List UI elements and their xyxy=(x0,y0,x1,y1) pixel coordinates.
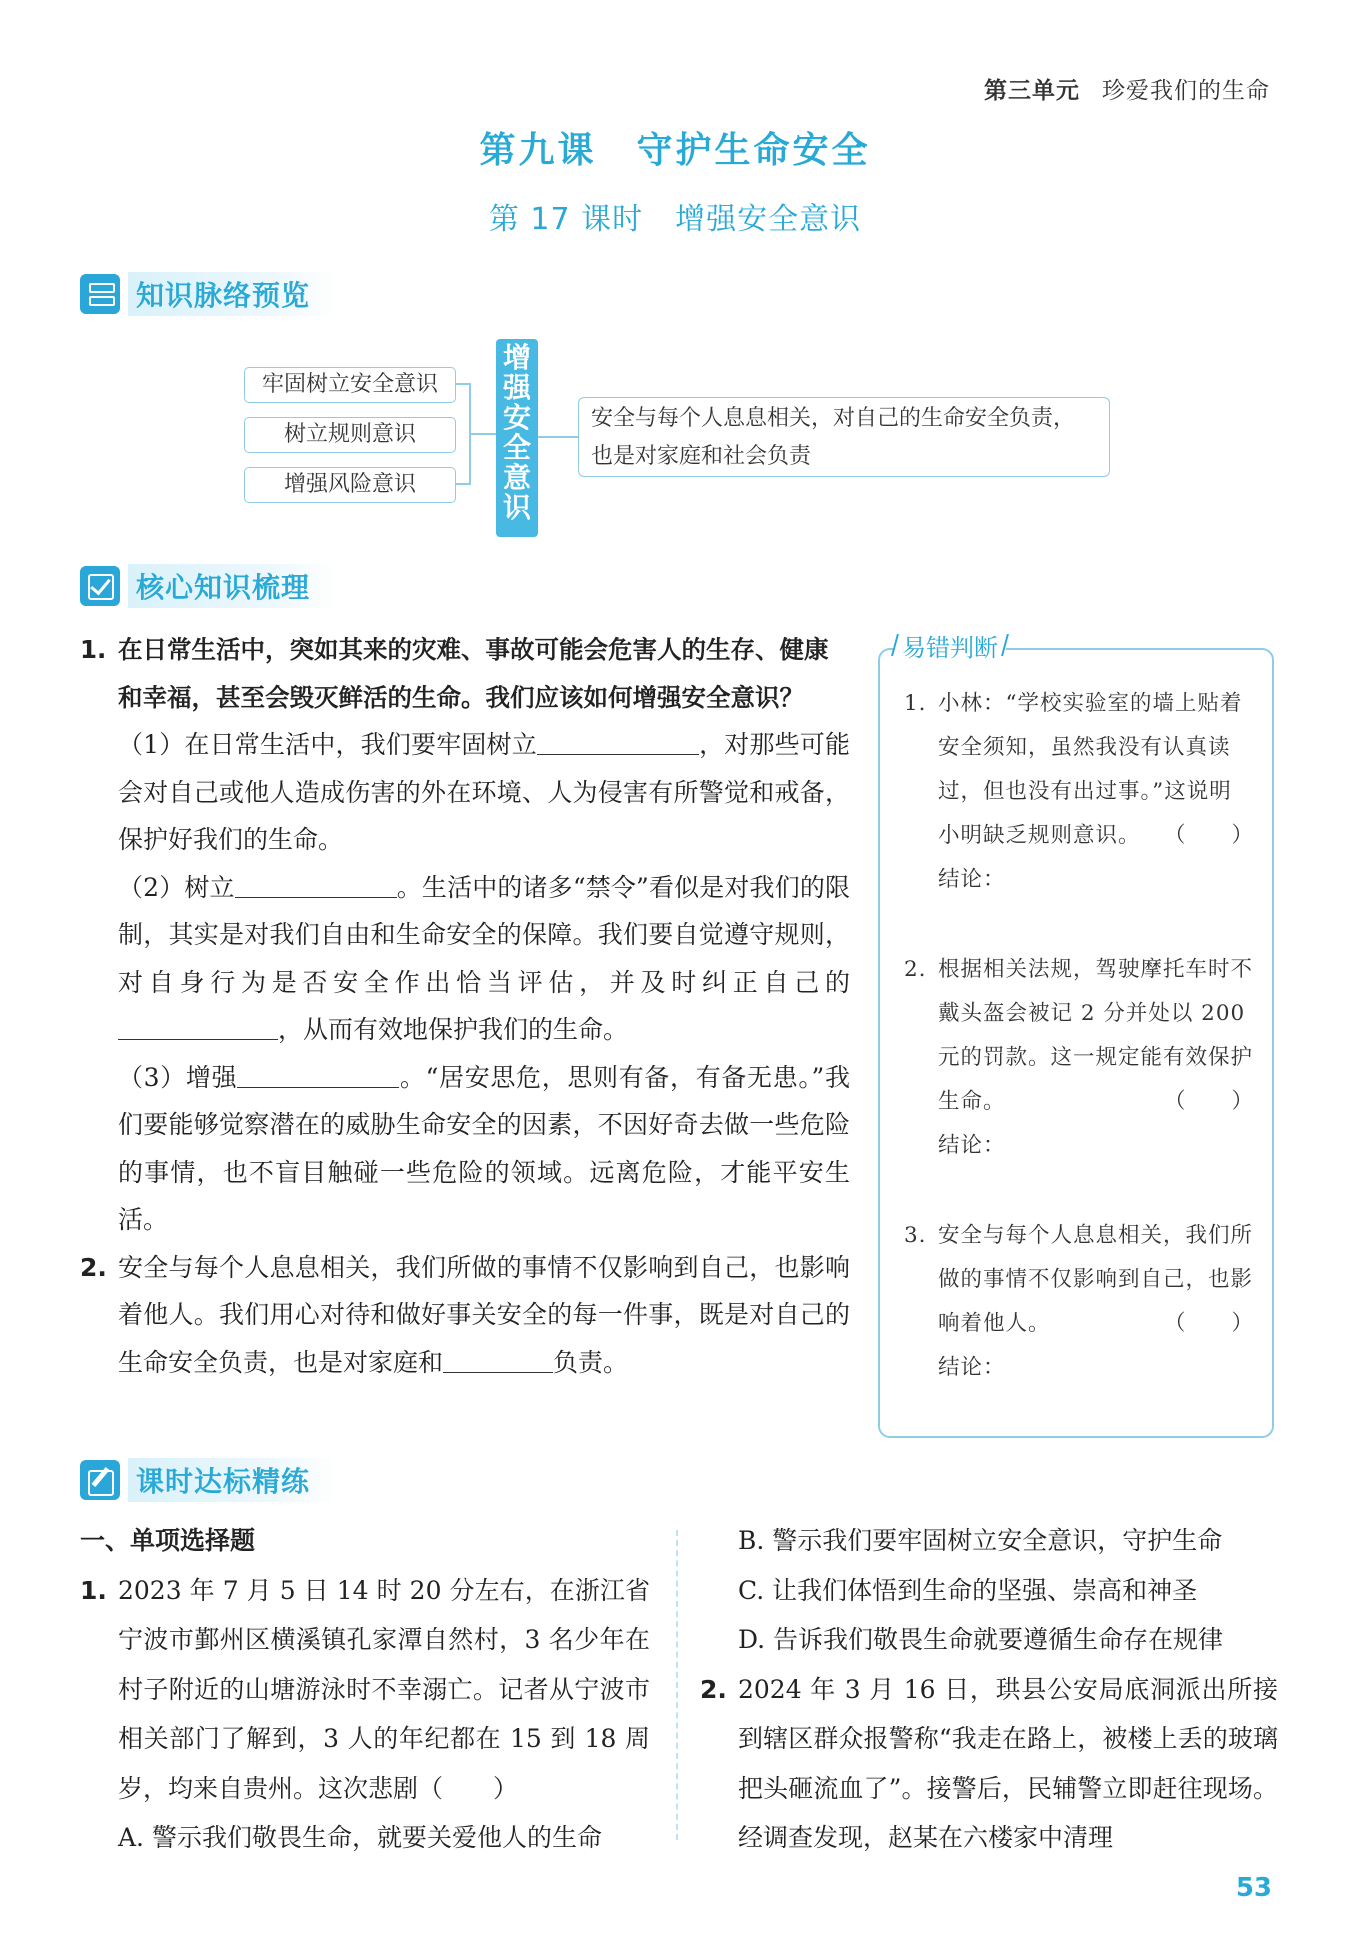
book-stack-icon xyxy=(80,274,120,314)
mindmap-center-char: 识 xyxy=(502,491,531,524)
exercise-question-2 xyxy=(700,1665,1278,1863)
question-number: 2. xyxy=(80,1252,107,1282)
core-sub-3 xyxy=(80,1054,850,1244)
mindmap-center-char: 安 xyxy=(502,401,531,434)
fill-blank[interactable] xyxy=(118,1014,278,1040)
judgement-conclusion: 结论： xyxy=(938,1355,1006,1380)
mindmap-center-char: 增 xyxy=(502,341,531,374)
page-number: 53 xyxy=(1235,1873,1272,1903)
judgement-conclusion: 结论： xyxy=(938,867,1006,892)
exercise-right-column xyxy=(700,1516,1278,1863)
unit-header xyxy=(984,72,1270,105)
lesson-name: 守护生命安全 xyxy=(636,130,871,171)
exercise-left-column xyxy=(80,1516,650,1863)
core-knowledge xyxy=(80,626,850,1386)
fill-blank[interactable] xyxy=(235,872,397,898)
fill-blank[interactable] xyxy=(237,1062,399,1088)
judgement-text: 根据相关法规，驾驶摩托车时不戴头盔会被记 2 分并处以 200 元的罚款。这一规定能有效保护生命。 xyxy=(938,957,1254,1114)
text-segment: （1）在日常生活中，我们要牢固树立 xyxy=(118,730,537,759)
judgement-item-1 xyxy=(904,682,1254,902)
mindmap-summary-line: 也是对家庭和社会负责 xyxy=(591,444,812,469)
mindmap-summary-box xyxy=(578,397,1110,477)
mindmap-center-char: 全 xyxy=(502,431,531,464)
answer-paren[interactable]: （ ） xyxy=(1163,823,1254,848)
text-segment: 。“居安思危，思则有备，有备无患。”我们要能够觉察潜在的威胁生命安全的因素，不因好奇去做一些危险的事情，也不盲目触碰一些危险的领域。远离危险，才能平安生活。 xyxy=(118,1062,850,1234)
judgement-number: 3. xyxy=(904,1223,927,1248)
text-segment: 。生活中的诸多“禁令”看似是对我们的限制，其实是对我们自由和生命安全的保障。我们要自觉遵守规则，对自身行为是否安全作出恰当评估，并及时纠正自己的 xyxy=(118,872,850,997)
lesson-number: 第九课 xyxy=(479,130,597,171)
text-segment: （2）树立 xyxy=(118,872,235,902)
section-preview-header xyxy=(80,272,336,316)
part-title: 一、单项选择题 xyxy=(80,1526,256,1555)
fill-blank[interactable] xyxy=(443,1347,553,1373)
section-preview-title: 知识脉络预览 xyxy=(128,272,336,316)
mindmap-center-char: 强 xyxy=(502,371,531,404)
section-practice-header xyxy=(80,1458,336,1502)
text-segment: 安全与每个人息息相关，我们所做的事情不仅影响到自己，也影响着他人。我们用心对待和做好事关安全的每一件事，既是对自己的生命安全负责，也是对家庭和 xyxy=(118,1252,850,1377)
period-title xyxy=(0,194,1350,238)
text-segment: 负责。 xyxy=(553,1347,629,1377)
answer-paren[interactable]: （ ） xyxy=(1163,1311,1254,1336)
text-segment: ，对那些可能会对自己或他人造成伤害的外在环境、人为侵害有所警觉和戒备，保护好我们的生命。 xyxy=(118,730,850,854)
lesson-title xyxy=(0,122,1350,173)
option-b[interactable]: B. 警示我们要牢固树立安全意识，守护生命 xyxy=(738,1526,1223,1555)
option-d[interactable]: D. 告诉我们敬畏生命就要遵循生命存在规律 xyxy=(738,1625,1224,1654)
unit-title: 珍爱我们的生命 xyxy=(1102,78,1270,104)
core-question-2 xyxy=(80,1244,850,1387)
mindmap-item-rule-awareness: 树立规则意识 xyxy=(244,417,456,453)
option-a[interactable]: A. 警示我们敬畏生命，就要关爱他人的生命 xyxy=(118,1823,602,1852)
text-segment: （3）增强 xyxy=(118,1062,238,1092)
mindmap-item-safety-awareness: 牢固树立安全意识 xyxy=(244,367,456,403)
exercise-question-1 xyxy=(80,1566,650,1814)
mindmap-center xyxy=(496,339,538,537)
checkbox-icon xyxy=(80,566,120,606)
judgement-conclusion: 结论： xyxy=(938,1133,1006,1158)
question-number: 2. xyxy=(700,1674,727,1704)
answer-paren[interactable]: （ ） xyxy=(1163,1089,1254,1114)
pen-icon xyxy=(80,1460,120,1500)
core-question-1 xyxy=(80,626,850,721)
question-number: 1. xyxy=(80,635,107,664)
judgement-number: 1. xyxy=(904,691,927,716)
unit-number: 第三单元 xyxy=(984,78,1080,104)
judgement-item-2 xyxy=(904,948,1254,1168)
mindmap-summary-line: 安全与每个人息息相关，对自己的生命安全负责， xyxy=(591,406,1076,431)
mindmap-center-char: 意 xyxy=(502,461,531,494)
judgement-number: 2. xyxy=(904,957,927,982)
question-number: 1. xyxy=(80,1575,107,1605)
section-practice-title: 课时达标精练 xyxy=(128,1458,336,1502)
period-number: 第 17 课时 xyxy=(488,202,644,237)
column-divider xyxy=(676,1530,678,1840)
judgement-text: 安全与每个人息息相关，我们所做的事情不仅影响到自己，也影响着他人。 xyxy=(938,1223,1254,1336)
option-c[interactable]: C. 让我们体悟到生命的坚强、崇高和神圣 xyxy=(738,1575,1198,1605)
question-text: 2024 年 3 月 16 日，珙县公安局底洞派出所接到辖区群众报警称“我走在路上，被楼上丢的玻璃把头砸流血了”。接警后，民辅警立即赶往现场。经调查发现，赵某在六楼家中清理 xyxy=(738,1674,1278,1852)
judgement-text: 小林：“学校实验室的墙上贴着安全须知，虽然我没有认真读过，但也没有出过事。”这说明小明缺乏规则意识。 xyxy=(938,691,1243,848)
section-core-header xyxy=(80,564,336,608)
core-sub-1 xyxy=(80,721,850,864)
mindmap-item-risk-awareness: 增强风险意识 xyxy=(244,467,456,503)
text-segment: ，从而有效地保护我们的生命。 xyxy=(278,1015,629,1044)
fill-blank[interactable] xyxy=(537,729,699,755)
core-sub-2 xyxy=(80,864,850,1054)
judgement-tag: 易错判断 xyxy=(894,628,1006,663)
judgement-item-3 xyxy=(904,1214,1254,1390)
section-core-title: 核心知识梳理 xyxy=(128,564,336,608)
question-text: 2023 年 7 月 5 日 14 时 20 分左右，在浙江省宁波市鄞州区横溪镇孔家潭自然村，3 名少年在村子附近的山塘游泳时不幸溺亡。记者从宁波市相关部门了解到，3 人的年纪都在 15 到 18 周岁，均来自贵州。这次悲剧（ ） xyxy=(118,1575,650,1803)
period-name: 增强安全意识 xyxy=(675,202,862,237)
question-text: 在日常生活中，突如其来的灾难、事故可能会危害人的生存、健康和幸福，甚至会毁灭鲜活的生命。我们应该如何增强安全意识？ xyxy=(118,635,829,712)
